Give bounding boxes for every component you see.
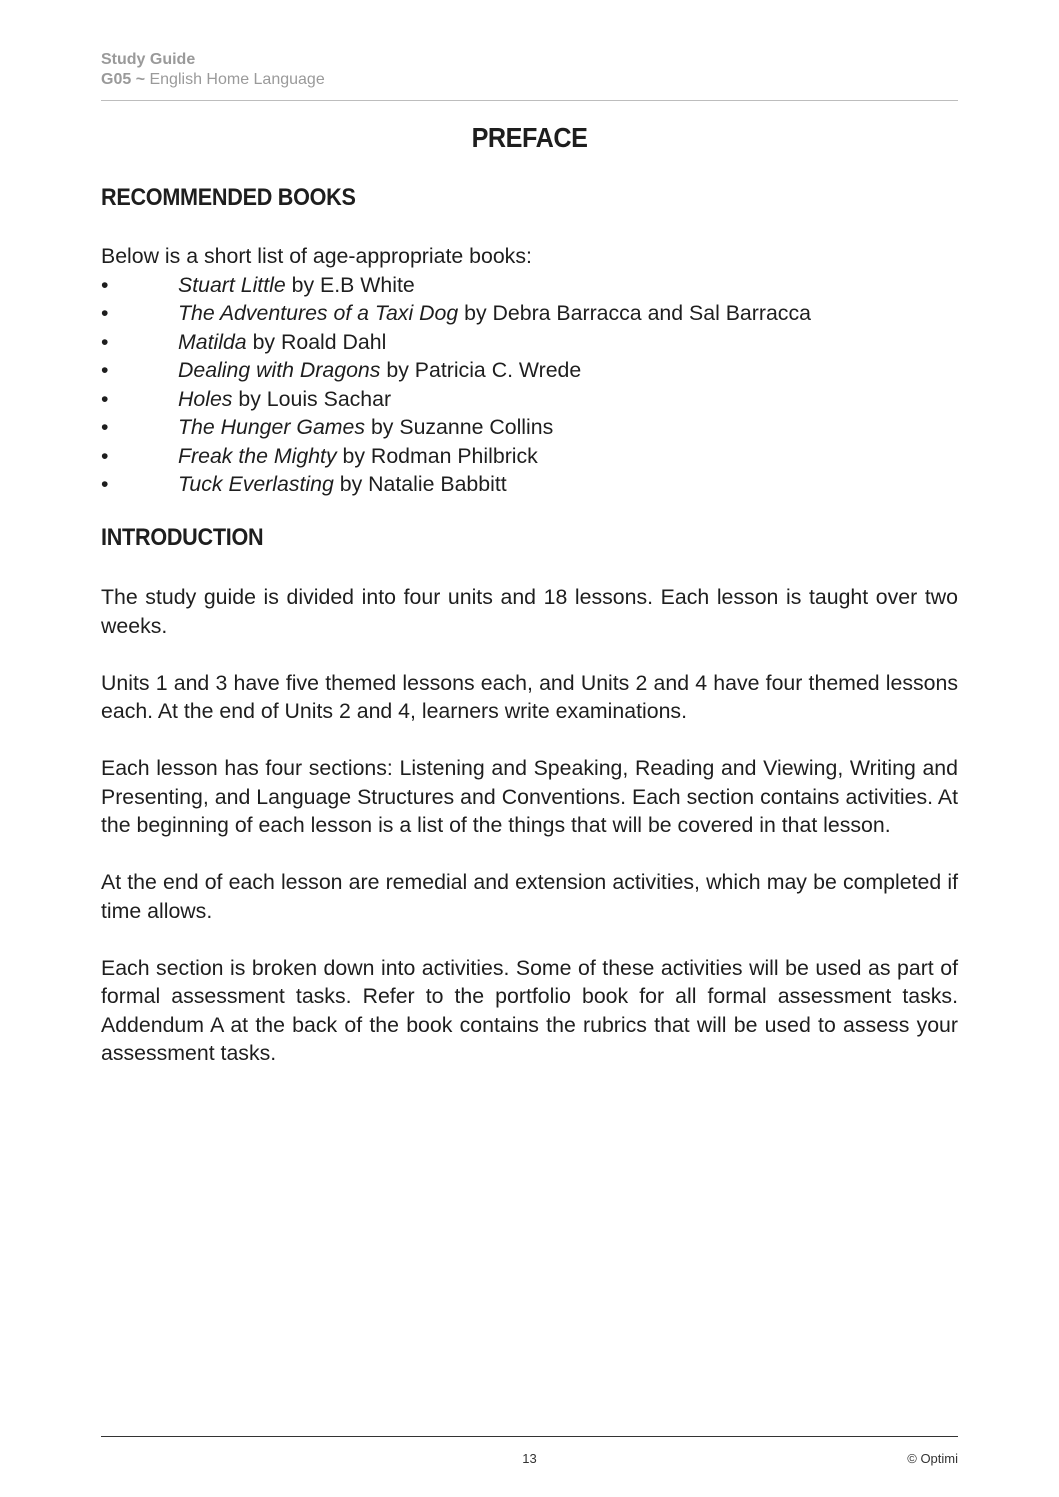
book-list-item: [101, 385, 958, 414]
book-author: by Natalie Babbitt: [333, 472, 507, 496]
page-number: 13: [522, 1451, 537, 1466]
book-list-item: [101, 328, 958, 357]
running-header: [101, 50, 958, 90]
book-author: by Louis Sachar: [232, 386, 392, 411]
bullet: •: [101, 415, 109, 439]
book-author: by Patricia C. Wrede: [380, 358, 582, 382]
introduction-paragraph: Units 1 and 3 have five themed lessons each, and Units 2 and 4 have four themed lessons each. At the end of Units 2 and 4, learners write examinations.: [101, 670, 958, 723]
book-author: by Rodman Philbrick: [336, 443, 538, 468]
header-guide-label: Study Guide: [101, 51, 196, 68]
bullet: •: [101, 358, 109, 382]
page-title: PREFACE: [471, 122, 588, 153]
book-title: Stuart Little: [178, 272, 286, 297]
book-author: by E.B White: [285, 272, 415, 297]
header-divider: [101, 100, 958, 101]
bullet: •: [101, 301, 109, 325]
book-author: by Roald Dahl: [246, 329, 387, 354]
book-list-item: [101, 442, 958, 471]
introduction-paragraph: The study guide is divided into four units and 18 lessons. Each lesson is taught over two weeks.: [101, 585, 958, 638]
bullet: •: [101, 386, 109, 411]
bullet: •: [101, 329, 109, 354]
bullet: •: [101, 443, 109, 468]
header-grade-code: G05 ~: [101, 71, 146, 88]
book-list-item: [101, 299, 958, 328]
book-author: by Debra Barracca and Sal Barracca: [458, 301, 811, 325]
book-list-item: [101, 413, 958, 442]
introduction-paragraph: At the end of each lesson are remedial and extension activities, which may be completed if time allows.: [101, 870, 958, 923]
book-list-item: [101, 356, 958, 385]
footer-divider: [101, 1436, 958, 1437]
book-list-item: [101, 470, 958, 499]
header-subject-line: [101, 70, 958, 90]
introduction-paragraph: Each section is broken down into activities. Some of these activities will be used as part of formal assessment tasks. Refer to the portfolio book for all formal assessment tasks. Addendum A at the back of the book contains the rubrics that will be used to assess your assessment tasks.: [101, 955, 958, 1065]
copyright-notice: © Optimi: [907, 1451, 958, 1466]
recommended-books-section: [101, 242, 958, 499]
introduction-paragraph: Each lesson has four sections: Listening and Speaking, Reading and Viewing, Writing and Presenting, and Language Structures and Conventions. Each section contains activities. At the beginning of each lesson is a list of the things that will be covered in that lesson.: [101, 756, 958, 837]
header-subject: English Home Language: [149, 71, 325, 88]
books-intro: Below is a short list of age-appropriate books:: [101, 244, 532, 268]
book-title: Dealing with Dragons: [178, 358, 381, 382]
book-list: [101, 271, 958, 499]
book-title: Matilda: [178, 329, 247, 354]
book-author: by Suzanne Collins: [365, 415, 554, 439]
book-title: Tuck Everlasting: [178, 472, 334, 496]
book-title: The Hunger Games: [178, 415, 366, 439]
book-title: Freak the Mighty: [178, 443, 337, 468]
recommended-books-heading: RECOMMENDED BOOKS: [101, 184, 356, 211]
book-list-item: [101, 271, 958, 300]
bullet: •: [101, 472, 109, 496]
introduction-body: [101, 583, 958, 1096]
book-title: Holes: [178, 386, 233, 411]
introduction-heading: INTRODUCTION: [101, 524, 264, 551]
bullet: •: [101, 272, 109, 297]
book-title: The Adventures of a Taxi Dog: [178, 301, 459, 325]
